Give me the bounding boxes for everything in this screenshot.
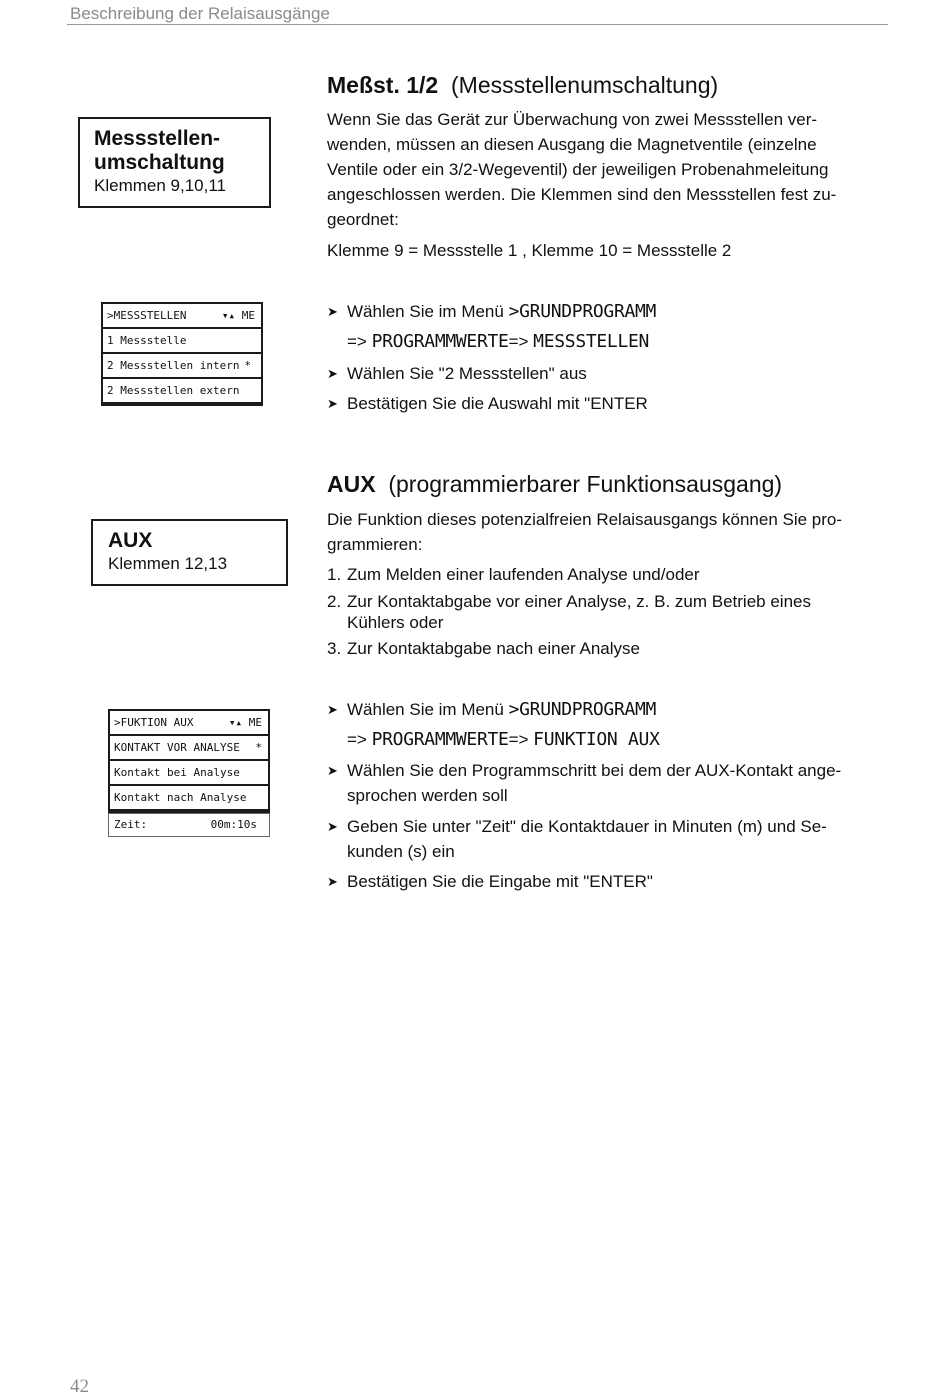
step-text-line: kunden (s) ein: [347, 842, 455, 861]
arrowhead-bullet-icon: ➤: [327, 304, 338, 319]
path-arrow: =>: [347, 332, 367, 351]
step-text: [347, 758, 882, 808]
list-number: 1.: [327, 565, 342, 584]
list-text-line: Zur Kontaktabgabe vor einer Analyse, z. B. zum Betrieb eines: [347, 592, 811, 611]
list-number: 2.: [327, 592, 342, 611]
box-title-line2: umschaltung: [94, 151, 225, 174]
para-line: grammieren:: [327, 535, 423, 554]
arrowhead-bullet-icon: ➤: [327, 396, 338, 411]
lcd-option-row: [110, 736, 268, 759]
path-arrow: =>: [508, 730, 529, 749]
arrowhead-bullet-icon: ➤: [327, 763, 338, 778]
heading-bold: AUX: [327, 471, 376, 497]
step-prefix: Wählen Sie im Menü: [347, 302, 504, 321]
aux-paragraph: [327, 507, 887, 557]
step-prefix: Wählen Sie im Menü: [347, 700, 504, 719]
step-text: Bestätigen Sie die Auswahl mit "ENTER: [347, 394, 648, 413]
list-text: [347, 591, 887, 633]
lcd-selected-mark: *: [255, 741, 262, 754]
section-heading-messstellen: [327, 71, 887, 99]
list-text: Zur Kontaktabgabe nach einer Analyse: [347, 639, 640, 658]
lcd-option-row: [103, 379, 261, 402]
arrowhead-bullet-icon: ➤: [327, 819, 338, 834]
page-number: 42: [70, 1376, 89, 1397]
menu-path: PROGRAMMWERTE: [371, 729, 509, 750]
lcd-time-label: Zeit:: [114, 818, 148, 831]
step-text: Bestätigen Sie die Eingabe mit "ENTER": [347, 872, 653, 891]
messstellen-paragraph: [327, 107, 887, 232]
step-text: Wählen Sie "2 Messstellen" aus: [347, 364, 587, 383]
arrowhead-bullet-icon: ➤: [327, 874, 338, 889]
lcd-selected-mark: *: [244, 359, 251, 372]
menu-path: FUNKTION AUX: [533, 729, 660, 750]
lcd-title-row: [110, 711, 268, 734]
lcd-option-text: Kontakt bei Analyse: [114, 766, 240, 779]
lcd-display-funktion-aux: [108, 709, 270, 813]
path-arrow: =>: [508, 332, 529, 351]
lcd-option-row: [103, 329, 261, 352]
box-subtitle: Klemmen 9,10,11: [94, 176, 226, 195]
lcd-option-text: Kontakt nach Analyse: [114, 791, 247, 804]
lcd-option-row: [103, 354, 261, 377]
path-arrow: =>: [347, 730, 367, 749]
lcd-display-messstellen: [101, 302, 263, 406]
heading-rest: (Messstellenumschaltung): [451, 72, 719, 98]
lcd-option-row: [110, 786, 268, 809]
para-line: geordnet:: [327, 210, 399, 229]
lcd-title-row: [103, 304, 261, 327]
step-text: [347, 814, 882, 864]
aux-box: [91, 519, 288, 586]
menu-path: >GRUNDPROGRAMM: [508, 301, 657, 322]
running-header: Beschreibung der Relaisausgänge: [70, 4, 330, 23]
lcd-option-text: 2 Messstellen intern: [107, 359, 240, 372]
step-text-line: sprochen werden soll: [347, 786, 508, 805]
step-text: [347, 299, 882, 354]
para-line: wenden, müssen an diesen Ausgang die Magnetventile (einzelne: [327, 135, 817, 154]
box-subtitle: Klemmen 12,13: [108, 554, 228, 573]
klemme-assignment: Klemme 9 = Messstelle 1 , Klemme 10 = Messstelle 2: [327, 241, 732, 260]
box-title-line1: Messstellen-: [94, 127, 221, 150]
heading-bold: Meßst. 1/2: [327, 72, 439, 98]
step-text-line: Wählen Sie den Programmschritt bei dem der AUX-Kontakt ange-: [347, 761, 842, 780]
para-line: Ventile oder ein 3/2-Wegeventil) der jeweiligen Probenahmeleitung: [327, 160, 829, 179]
para-line: angeschlossen werden. Die Klemmen sind den Messstellen fest zu-: [327, 185, 837, 204]
lcd-time-row: [108, 813, 270, 837]
para-line: Wenn Sie das Gerät zur Überwachung von zwei Messstellen ver-: [327, 110, 818, 129]
header-rule: [67, 24, 888, 25]
step-text-line: Geben Sie unter "Zeit" die Kontaktdauer in Minuten (m) und Se-: [347, 817, 827, 836]
messstellen-box: [78, 117, 271, 208]
list-text-line: Kühlers oder: [347, 613, 444, 632]
lcd-option-text: KONTAKT VOR ANALYSE: [114, 741, 240, 754]
box-title: AUX: [108, 529, 153, 552]
menu-path: PROGRAMMWERTE: [371, 331, 509, 352]
lcd-option-text: 1 Messstelle: [107, 334, 187, 347]
menu-path: >GRUNDPROGRAMM: [508, 699, 657, 720]
menu-path: MESSSTELLEN: [533, 331, 650, 352]
arrowhead-bullet-icon: ➤: [327, 366, 338, 381]
lcd-option-text: 2 Messstellen extern: [107, 384, 240, 397]
lcd-nav-indicator: ▾▴ ME: [221, 309, 255, 322]
heading-rest: (programmierbarer Funktionsausgang): [388, 471, 783, 497]
lcd-title: >MESSSTELLEN: [107, 309, 187, 322]
lcd-nav-indicator: ▾▴ ME: [228, 716, 262, 729]
lcd-time-value: 00m:10s: [210, 818, 257, 831]
lcd-title: >FUKTION AUX: [114, 716, 194, 729]
lcd-option-row: [110, 761, 268, 784]
para-line: Die Funktion dieses potenzialfreien Relaisausgangs können Sie pro-: [327, 510, 843, 529]
list-text: Zum Melden einer laufenden Analyse und/oder: [347, 565, 700, 584]
list-number: 3.: [327, 639, 342, 658]
section-heading-aux: [327, 470, 887, 498]
step-text: [347, 697, 882, 752]
arrowhead-bullet-icon: ➤: [327, 702, 338, 717]
